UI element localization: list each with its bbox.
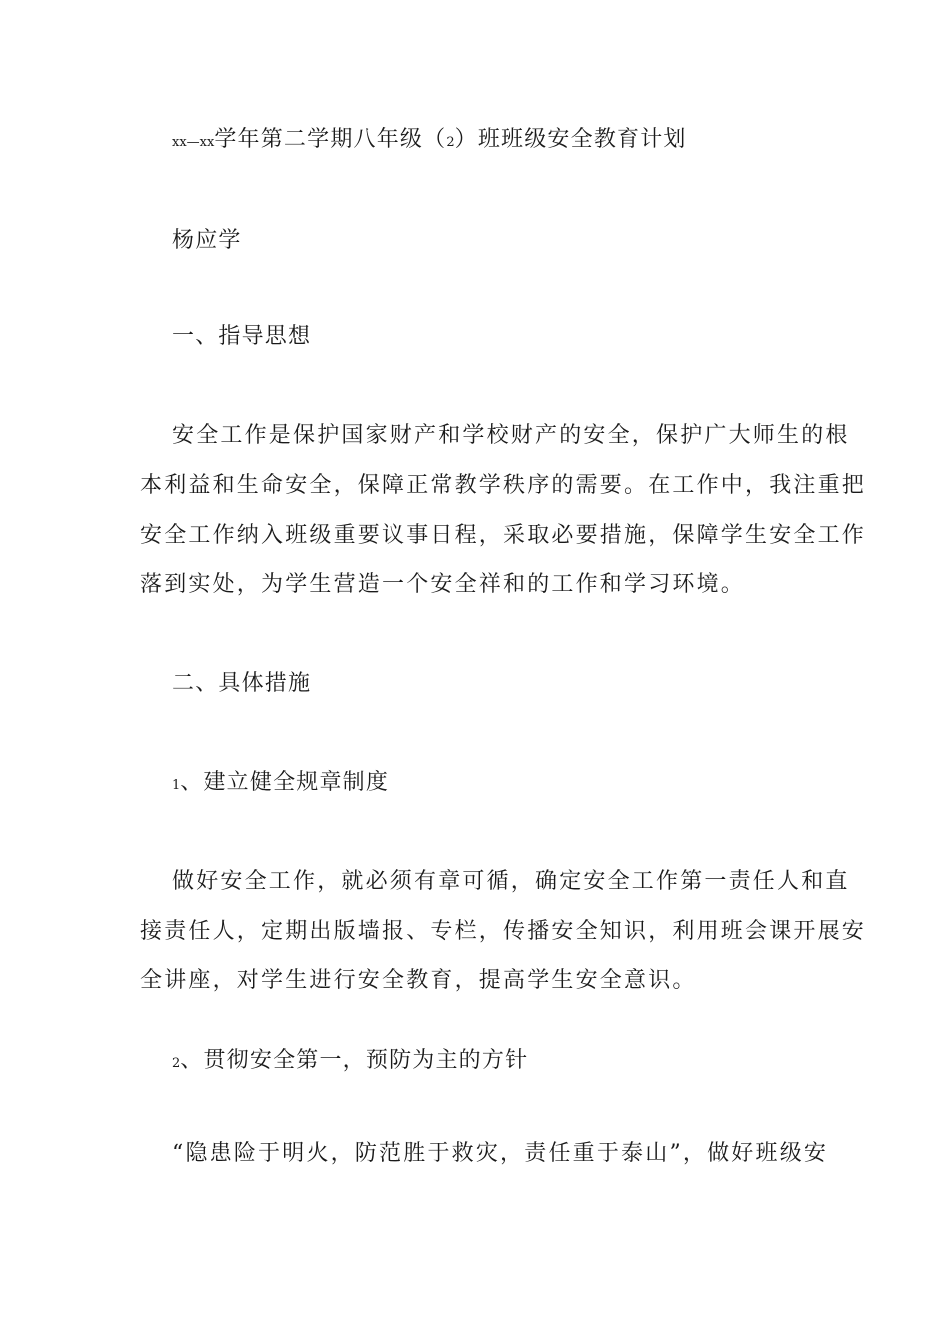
document-title	[172, 125, 687, 158]
title-part2: ）班班级安全教育计划	[454, 127, 687, 152]
item2-heading	[172, 1046, 528, 1079]
item2-heading-text: 、贯彻安全第一，预防为主的方针	[180, 1048, 529, 1073]
section1-paragraph-line: 本利益和生命安全，保障正常教学秩序的需要。在工作中，我注重把	[140, 473, 867, 498]
section1-paragraph-line: 落到实处，为学生营造一个安全祥和的工作和学习环境。	[140, 572, 746, 597]
title-prefix: xx—xx	[172, 135, 215, 150]
item2-paragraph-line: “隐患险于明火，防范胜于救灾，责任重于泰山”，做好班级安	[172, 1141, 829, 1166]
item1-paragraph-line: 接责任人，定期出版墙报、专栏，传播安全知识，利用班会课开展安	[140, 919, 867, 944]
item1-heading	[172, 768, 389, 801]
section2-heading: 二、具体措施	[172, 671, 312, 696]
item1-paragraph-line: 全讲座，对学生进行安全教育，提高学生安全意识。	[140, 968, 697, 993]
section1-paragraph-line: 安全工作是保护国家财产和学校财产的安全，保护广大师生的根	[172, 423, 850, 448]
section1-heading: 一、指导思想	[172, 324, 312, 349]
item2-number: 2	[172, 1056, 181, 1071]
title-part1: 学年第二学期八年级（	[214, 127, 447, 152]
item1-number: 1	[172, 778, 181, 793]
section1-paragraph-line: 安全工作纳入班级重要议事日程，采取必要措施，保障学生安全工作	[140, 523, 867, 548]
item1-heading-text: 、建立健全规章制度	[180, 770, 390, 795]
title-class-number: 2	[446, 135, 455, 150]
author-name: 杨应学	[172, 228, 242, 253]
item1-paragraph-line: 做好安全工作，就必须有章可循，确定安全工作第一责任人和直	[172, 869, 850, 894]
